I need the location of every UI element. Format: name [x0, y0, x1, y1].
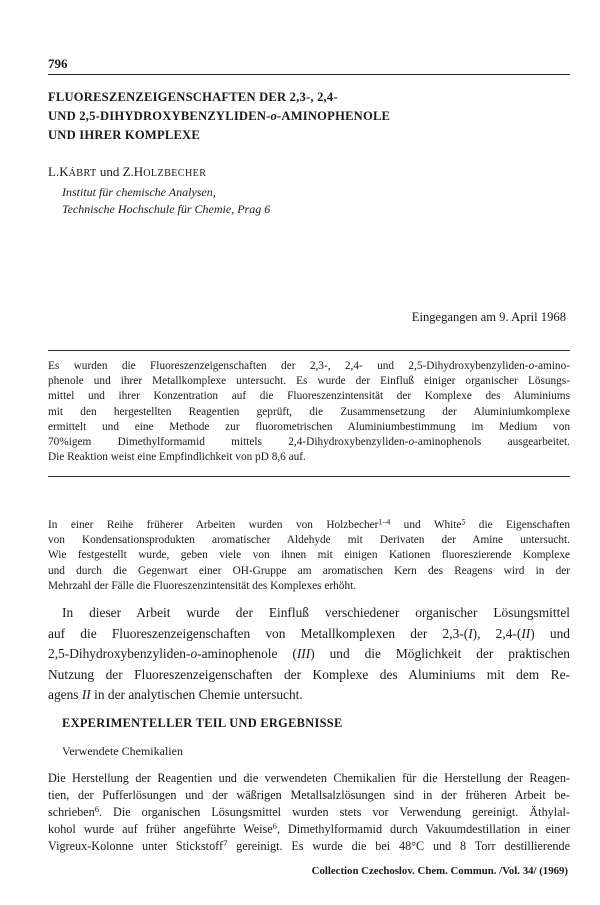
- intro-line: [48, 518, 570, 533]
- body-paragraph: [48, 603, 570, 706]
- abstract-bottom-rule: [48, 476, 570, 477]
- abstract-line: mit den hergestellten Reagentien geprüft, die Zusammensetzung der Aluminiumkomplexe: [48, 405, 570, 418]
- body-line: [48, 624, 570, 645]
- chem-text: Vigreux-Kolonne unter Stickstoff: [48, 839, 224, 853]
- header-rule: [48, 74, 570, 75]
- author-1-surname: ÁBRT: [68, 168, 97, 179]
- section-heading: EXPERIMENTELLER TEIL UND ERGEBNISSE: [62, 716, 343, 730]
- compound-label: II: [81, 687, 91, 702]
- abstract-italic: o: [528, 360, 535, 372]
- chem-text: gereinigt. Es wurde die bei 48°C und 8 Torr destillierende: [227, 839, 570, 853]
- body-text: auf die Fluoreszenzeigenschaften von Metallkomplexen der 2,3-(: [48, 625, 469, 641]
- body-text: -aminophenole (: [197, 646, 297, 661]
- intro-line: von Kondensationsprodukten aromatischer Aldehyde mit Derivaten der Amine untersucht.: [48, 534, 570, 547]
- title-line-2-text-end: -AMINOPHENOLE: [277, 109, 391, 123]
- article-title: [48, 88, 568, 145]
- citation-ref: 7: [223, 838, 228, 849]
- abstract: [48, 359, 570, 465]
- abstract-line: mittel und ihrer Konzentration auf die Fluoreszenzintensität der Komplexe des Aluminiums: [48, 390, 570, 403]
- intro-line: Wie festgestellt wurde, geben viele von ihnen mit einigen Kationen fluoreszierende Komplexe: [48, 549, 570, 562]
- abstract-line: ermittelt und eine Methode zur fluorometrischen Aluminiumbestimmung im Medium von: [48, 420, 570, 433]
- title-line-1: FLUORESZENZEIGENSCHAFTEN DER 2,3-, 2,4-: [48, 90, 338, 104]
- intro-text: die Eigenschaften: [465, 519, 570, 531]
- body-line: [48, 685, 570, 706]
- body-text: agens: [48, 687, 82, 702]
- body-text: ), 2,4-(: [472, 625, 522, 641]
- body-text: in der analytischen Chemie untersucht.: [90, 687, 303, 702]
- body-text: ) und: [530, 625, 570, 641]
- subsection-heading: Verwendete Chemikalien: [62, 744, 183, 758]
- affiliation-line-2: Technische Hochschule für Chemie, Prag 6: [62, 202, 271, 216]
- chem-text: . Die organischen Lösungsmittel wurden stets vor Verwendung gereinigt. Äthylal-: [98, 805, 570, 819]
- body-line: In dieser Arbeit wurde der Einfluß verschiedener organischer Lösungsmittel: [62, 605, 570, 620]
- author-2-surname: OLZBECHER: [143, 168, 207, 179]
- title-line-2-text: UND 2,5-DIHYDROXYBENZYLIDEN-: [48, 109, 271, 123]
- received-date: Eingegangen am 9. April 1968: [411, 310, 566, 324]
- body-line: Nutzung der Fluoreszenzeigenschaften der Komplexe des Aluminiums mit dem Re-: [48, 666, 570, 682]
- abstract-top-rule: [48, 350, 570, 351]
- abstract-line: phenole und ihrer Metallkomplexe untersucht. Es wurde der Einfluß einiger organischer Lösungs-: [48, 375, 570, 388]
- abstract-line: [48, 359, 570, 374]
- abstract-italic: o: [408, 436, 415, 449]
- chem-line: Die Herstellung der Reagentien und die verwendeten Chemikalien für die Herstellung der Reagen-: [48, 771, 570, 785]
- abstract-text: Es wurden die Fluoreszenzeigenschaften der 2,3-, 2,4- und 2,5-Dihydroxybenzyliden-: [48, 360, 529, 372]
- abstract-text: -amino-: [534, 360, 570, 372]
- intro-text: und White: [390, 519, 462, 531]
- introduction: [48, 518, 570, 594]
- chemicals-paragraph: [48, 770, 570, 855]
- author-joiner: und: [96, 164, 123, 179]
- intro-line: und durch die Gegenwart einer OH-Gruppe am aromatischen Kern des Reagens wird in der: [48, 564, 570, 577]
- citation-ref: 5: [461, 518, 466, 527]
- chem-line: [48, 838, 570, 855]
- chem-line: tien, der Pufferlösungen und der wäßrigen Metallsalzlösungen sind in der früheren Arbeit be-: [48, 788, 570, 802]
- body-text: 2,5-Dihydroxybenzyliden-: [48, 646, 191, 661]
- abstract-text: 70%igem Dimethylformamid mittels 2,4-Dihydroxybenzyliden-: [48, 436, 409, 449]
- title-line-3: UND IHRER KOMPLEXE: [48, 128, 200, 142]
- page-number: 796: [48, 56, 68, 71]
- chem-line: [48, 821, 570, 838]
- body-italic: o: [190, 646, 198, 661]
- author-1-initial: L.K: [48, 164, 69, 179]
- compound-label: I: [468, 625, 473, 641]
- body-text: ) und die Möglichkeit der praktischen: [310, 646, 570, 661]
- intro-text: In einer Reihe früherer Arbeiten wurden von Holzbecher: [48, 519, 379, 531]
- abstract-line: [48, 435, 570, 450]
- chem-line: [48, 804, 570, 821]
- chem-text: kohol wurde auf früher angeführte Weise: [48, 822, 273, 836]
- authors: [48, 164, 206, 180]
- chem-text: , Dimethylformamid durch Vakuumdestillation in einer: [276, 822, 570, 836]
- citation-ref: 6: [94, 804, 99, 815]
- journal-footer: Collection Czechoslov. Chem. Commun. /Vol. 34/ (1969): [311, 865, 568, 877]
- abstract-text: -aminophenols ausgearbeitet.: [414, 436, 570, 449]
- title-line-2: [48, 107, 568, 126]
- abstract-line: Die Reaktion weist eine Empfindlichkeit von pD 8,6 auf.: [48, 451, 306, 464]
- compound-label: II: [521, 625, 531, 641]
- intro-line: Mehrzahl der Fälle die Fluoreszenzintensität des Komplexes erhöht.: [48, 579, 357, 592]
- title-italic-o: o: [270, 109, 278, 123]
- compound-label: III: [296, 646, 311, 661]
- body-line: [48, 644, 570, 665]
- affiliation-line-1: Institut für chemische Analysen,: [62, 185, 216, 199]
- citation-ref: 1–4: [378, 518, 391, 527]
- chem-text: schrieben: [48, 805, 95, 819]
- citation-ref: 6: [272, 821, 277, 832]
- author-2-initial: Z.H: [122, 164, 144, 179]
